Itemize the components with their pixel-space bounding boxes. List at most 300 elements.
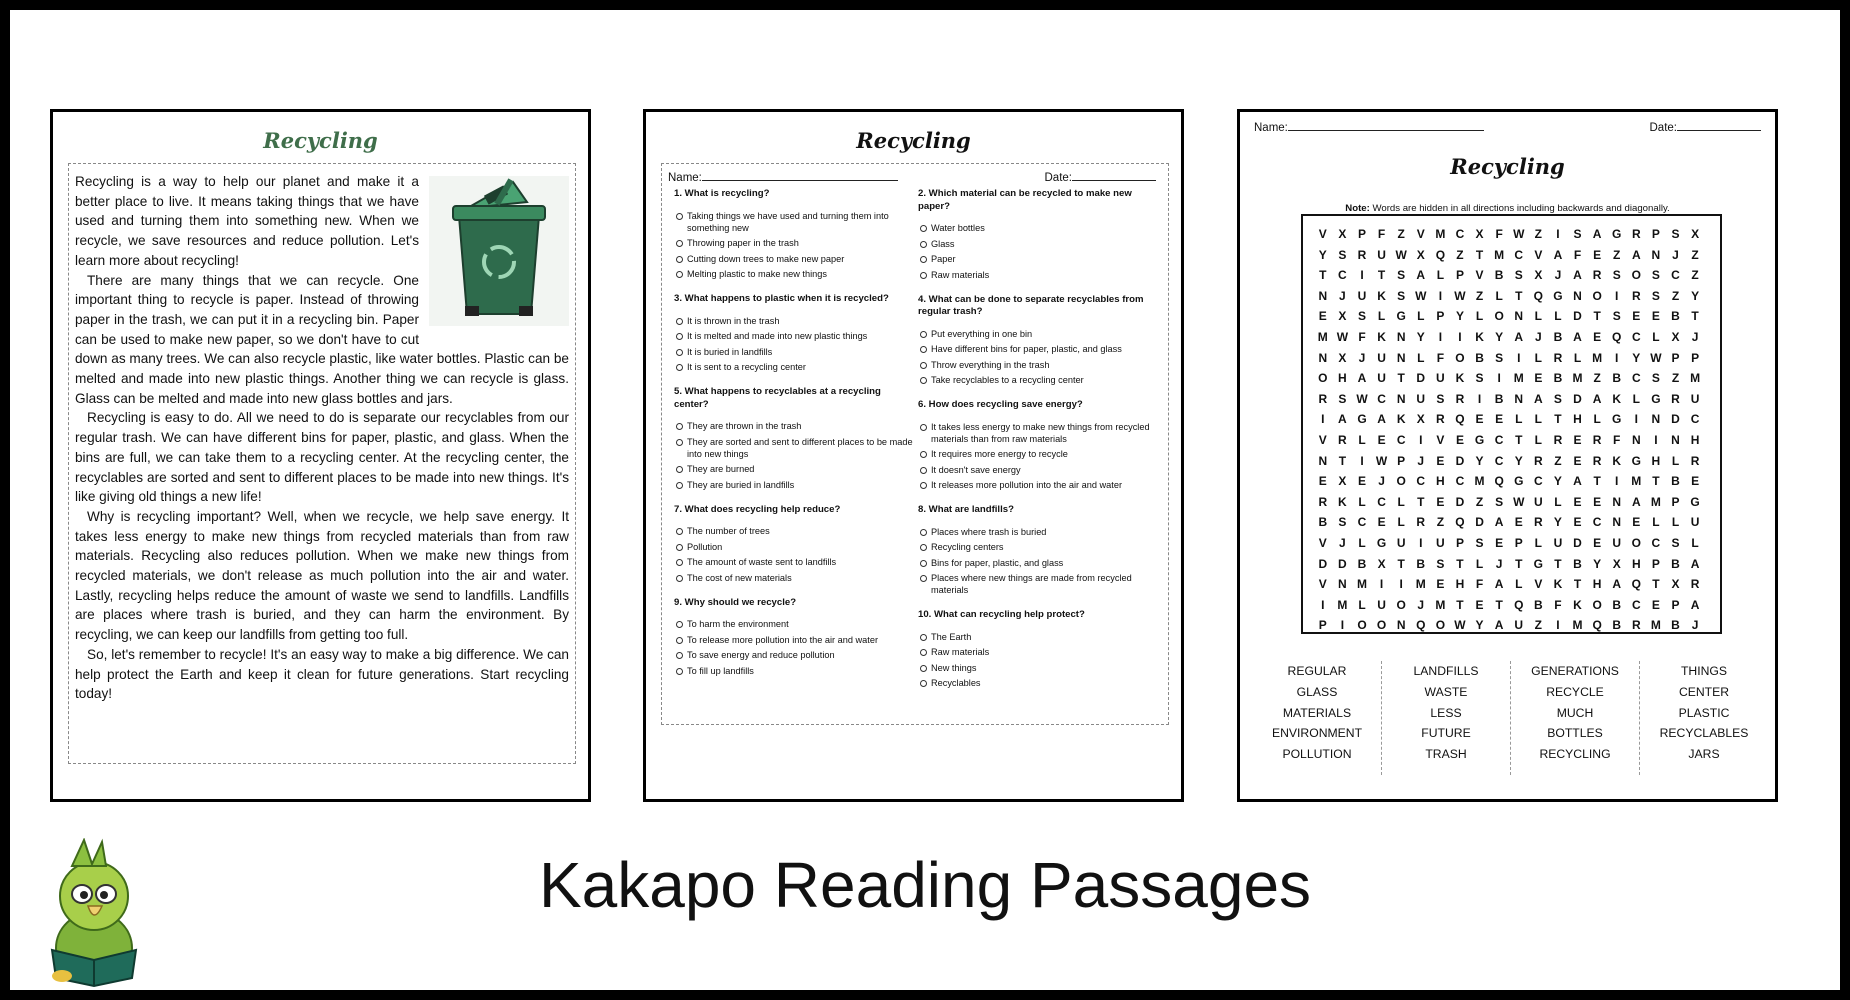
grid-letter: F — [1613, 432, 1621, 447]
answer-option[interactable]: Cutting down trees to make new paper — [674, 253, 914, 265]
grid-letter: L — [1691, 535, 1699, 550]
grid-letter: I — [1321, 412, 1325, 427]
grid-letter: D — [1573, 391, 1582, 406]
quiz-question — [918, 504, 1158, 596]
grid-letter: P — [1651, 556, 1660, 571]
grid-letter: U — [1533, 494, 1543, 509]
grid-letter: W — [1454, 288, 1466, 303]
grid-letter: L — [1397, 515, 1405, 530]
answer-option[interactable]: The Earth — [918, 631, 1158, 643]
quiz-question — [918, 294, 1158, 387]
answer-option[interactable]: Glass — [918, 238, 1158, 250]
grid-letter: C — [1514, 247, 1524, 262]
grid-letter: O — [1435, 618, 1446, 633]
grid-letter: D — [1338, 556, 1347, 571]
grid-letter: G — [1631, 453, 1641, 468]
grid-letter: C — [1631, 597, 1641, 612]
grid-letter: E — [1651, 597, 1660, 612]
answer-option[interactable]: It is buried in landfills — [674, 346, 914, 358]
grid-letter: O — [1396, 597, 1406, 612]
grid-letter: N — [1318, 453, 1328, 468]
grid-letter: F — [1358, 329, 1366, 344]
grid-letter: B — [1612, 618, 1622, 633]
grid-letter: C — [1377, 391, 1386, 406]
answer-option[interactable]: They are sorted and sent to different places to be made into new things — [674, 436, 914, 460]
grid-letter: N — [1612, 494, 1622, 509]
grid-letter: N — [1318, 288, 1328, 303]
grid-letter: O — [1631, 268, 1641, 283]
quiz-question — [674, 504, 914, 584]
grid-letter: Q — [1416, 618, 1426, 633]
grid-letter: C — [1631, 371, 1641, 386]
answer-option[interactable]: It is thrown in the trash — [674, 315, 914, 327]
grid-letter: F — [1554, 597, 1562, 612]
grid-letter: L — [1475, 556, 1484, 571]
grid-letter: F — [1377, 227, 1386, 241]
grid-letter: M — [1592, 350, 1603, 365]
question-text: 9. Why should we recycle? — [674, 596, 797, 608]
answer-option[interactable]: They are buried in landfills — [674, 479, 914, 491]
grid-letter: T — [1319, 268, 1327, 283]
grid-letter: L — [1632, 391, 1640, 406]
grid-letter: B — [1494, 391, 1504, 406]
answer-option[interactable]: Places where trash is buried — [918, 526, 1158, 538]
grid-letter: L — [1417, 350, 1425, 365]
grid-letter: W — [1356, 391, 1368, 406]
grid-letter: A — [1533, 391, 1543, 406]
grid-letter: L — [1515, 412, 1523, 427]
grid-letter: R — [1318, 494, 1328, 509]
grid-letter: W — [1513, 227, 1525, 241]
word-item: LANDFILLS — [1413, 664, 1479, 678]
answer-option[interactable]: Throwing paper in the trash — [674, 237, 914, 249]
ws-date-field — [1650, 120, 1762, 134]
grid-letter: I — [1379, 577, 1384, 592]
answer-option[interactable]: Raw materials — [918, 646, 1158, 658]
quiz-question — [674, 597, 914, 677]
grid-letter: I — [1615, 288, 1619, 303]
grid-letter: F — [1495, 227, 1503, 241]
passage-title: Recycling — [263, 128, 378, 153]
grid-letter: Z — [1456, 247, 1464, 262]
grid-letter: F — [1475, 577, 1484, 592]
grid-letter: L — [1515, 577, 1523, 592]
grid-letter: N — [1396, 329, 1406, 344]
grid-letter: T — [1377, 268, 1386, 283]
answer-option[interactable]: They are thrown in the trash — [674, 420, 914, 432]
grid-letter: O — [1494, 309, 1504, 324]
answer-option[interactable]: Water bottles — [918, 222, 1158, 234]
grid-letter: Z — [1475, 494, 1484, 509]
quiz-question — [918, 188, 1158, 281]
grid-letter: K — [1553, 577, 1563, 592]
grid-letter: C — [1592, 515, 1602, 530]
brand-title: Kakapo Reading Passages — [538, 849, 1312, 921]
grid-letter: S — [1651, 371, 1660, 386]
grid-letter: E — [1573, 432, 1582, 447]
grid-letter: O — [1631, 535, 1641, 550]
grid-letter: N — [1338, 577, 1347, 592]
grid-letter: I — [1615, 350, 1619, 365]
answer-option[interactable]: They are burned — [674, 463, 914, 475]
grid-letter: E — [1436, 453, 1445, 468]
grid-letter: X — [1338, 474, 1347, 489]
quiz-question — [918, 609, 1158, 689]
grid-letter: T — [1515, 556, 1523, 571]
grid-letter: S — [1338, 391, 1347, 406]
grid-letter: G — [1553, 288, 1563, 303]
grid-letter: K — [1612, 391, 1622, 406]
grid-letter: A — [1573, 329, 1582, 344]
grid-letter: A — [1690, 556, 1700, 571]
answer-option[interactable]: It doesn't save energy — [918, 464, 1158, 476]
grid-letter: Q — [1592, 618, 1602, 633]
grid-letter: U — [1553, 535, 1563, 550]
grid-letter: Q — [1494, 474, 1504, 489]
grid-letter: R — [1533, 515, 1543, 530]
question-text: 3. What happens to plastic when it is recycled? — [674, 293, 889, 304]
grid-letter: U — [1396, 535, 1406, 550]
grid-letter: T — [1495, 597, 1503, 612]
grid-letter: Z — [1397, 227, 1405, 241]
grid-letter: A — [1377, 412, 1386, 427]
grid-letter: G — [1396, 309, 1406, 324]
grid-letter: I — [1497, 371, 1501, 386]
grid-letter: M — [1513, 371, 1524, 386]
grid-letter: X — [1377, 556, 1386, 571]
grid-letter: Z — [1534, 618, 1542, 633]
grid-letter: Q — [1435, 247, 1446, 262]
grid-letter: T — [1554, 412, 1562, 427]
answer-option[interactable]: Melting plastic to make new things — [674, 268, 914, 280]
answer-option[interactable]: Recycling centers — [918, 541, 1158, 553]
quiz-title: Recycling — [856, 128, 971, 153]
grid-letter: I — [1419, 535, 1423, 550]
grid-letter: A — [1592, 391, 1602, 406]
word-item: FUTURE — [1421, 726, 1471, 741]
grid-letter: J — [1417, 453, 1425, 468]
grid-letter: G — [1376, 535, 1387, 550]
grid-letter: Z — [1613, 247, 1621, 262]
grid-letter: C — [1455, 474, 1465, 489]
answer-option[interactable]: Places where new things are made from recycled materials — [918, 572, 1158, 596]
grid-letter: P — [1436, 309, 1445, 324]
grid-letter: L — [1397, 494, 1405, 509]
grid-letter: X — [1691, 227, 1700, 241]
grid-letter: N — [1396, 391, 1406, 406]
grid-letter: B — [1671, 618, 1680, 633]
grid-letter: X — [1338, 350, 1347, 365]
grid-letter: T — [1691, 309, 1699, 324]
word-item: MATERIALS — [1282, 705, 1352, 720]
grid-letter: P — [1455, 268, 1464, 283]
grid-letter: M — [1337, 597, 1348, 612]
grid-letter: J — [1554, 268, 1562, 283]
grid-letter: V — [1436, 432, 1445, 447]
grid-letter: A — [1514, 329, 1524, 344]
grid-letter: B — [1475, 350, 1484, 365]
grid-letter: R — [1631, 618, 1641, 633]
grid-letter: H — [1573, 412, 1582, 427]
grid-letter: N — [1631, 432, 1641, 447]
grid-letter: E — [1436, 494, 1445, 509]
grid-letter: H — [1690, 432, 1700, 447]
grid-letter: C — [1455, 227, 1465, 241]
grid-letter: T — [1456, 597, 1464, 612]
answer-option[interactable]: Paper — [918, 253, 1158, 265]
answer-option[interactable]: Take recyclables to a recycling center — [918, 374, 1158, 386]
answer-option[interactable]: It is sent to a recycling center — [674, 361, 914, 373]
grid-letter: T — [1417, 494, 1425, 509]
grid-letter: C — [1651, 535, 1661, 550]
answer-option[interactable]: It releases more pollution into the air and water — [918, 479, 1158, 491]
grid-letter: I — [1340, 618, 1345, 633]
grid-letter: S — [1495, 350, 1504, 365]
word-column — [1640, 661, 1768, 775]
answer-option[interactable]: To release more pollution into the air and water — [674, 634, 914, 646]
answer-option[interactable]: Taking things we have used and turning them into something new — [674, 210, 914, 234]
answer-option[interactable]: To fill up landfills — [674, 665, 914, 677]
grid-letter: L — [1358, 597, 1366, 612]
answer-option[interactable]: The number of trees — [674, 525, 914, 537]
grid-letter: H — [1436, 474, 1445, 489]
grid-letter: S — [1475, 535, 1484, 550]
grid-letter: X — [1671, 329, 1680, 344]
grid-letter: R — [1357, 247, 1367, 262]
grid-letter: R — [1533, 453, 1543, 468]
grid-letter: S — [1573, 227, 1582, 241]
passage-paragraph-3: Recycling is easy to do. All we need to do is separate our recyclables from our regular trash. We can have different bins for paper, plastic, and glass. When the bins are full, we can take them to a recycling center. At the recycling center, the recyclables are sorted and sent to different places to be made into new things. It's like giving old things a new life! — [75, 410, 569, 505]
quiz-column-left — [674, 188, 914, 690]
grid-letter: M — [1435, 597, 1446, 612]
grid-letter: L — [1554, 494, 1562, 509]
grid-letter: T — [1554, 556, 1562, 571]
grid-letter: U — [1612, 535, 1622, 550]
grid-letter: W — [1395, 247, 1407, 262]
grid-letter: U — [1436, 371, 1445, 386]
grid-letter: I — [1321, 597, 1325, 612]
grid-letter: E — [1573, 453, 1582, 468]
grid-letter: E — [1495, 535, 1504, 550]
grid-letter: I — [1517, 350, 1521, 365]
answer-option[interactable]: It is melted and made into new plastic things — [674, 330, 914, 342]
quiz-box — [661, 163, 1169, 725]
grid-letter: A — [1494, 577, 1504, 592]
grid-letter: L — [1436, 268, 1445, 283]
grid-letter: G — [1690, 494, 1700, 509]
grid-letter: T — [1397, 556, 1405, 571]
grid-letter: S — [1397, 288, 1406, 303]
grid-letter: V — [1318, 577, 1327, 592]
quiz-column-right — [918, 188, 1158, 702]
grid-letter: C — [1357, 515, 1367, 530]
grid-letter: G — [1514, 474, 1524, 489]
grid-letter: C — [1631, 329, 1641, 344]
quiz-question — [674, 293, 914, 373]
grid-letter: H — [1631, 556, 1641, 571]
grid-letter: Y — [1318, 247, 1327, 262]
answer-option[interactable]: The cost of new materials — [674, 572, 914, 584]
grid-letter: U — [1377, 350, 1386, 365]
grid-letter: G — [1651, 391, 1661, 406]
passage-box — [68, 163, 576, 764]
grid-letter: L — [1554, 309, 1562, 324]
grid-letter: N — [1651, 247, 1661, 262]
note-text: Words are hidden in all directions including backwards and diagonally. — [1369, 203, 1670, 214]
grid-letter: M — [1494, 247, 1505, 262]
grid-letter: Y — [1416, 329, 1425, 344]
grid-letter: O — [1357, 618, 1367, 633]
grid-letter: T — [1515, 288, 1523, 303]
grid-letter: N — [1396, 350, 1406, 365]
grid-letter: L — [1593, 412, 1601, 427]
grid-letter: Z — [1436, 515, 1445, 530]
question-text: 7. What does recycling help reduce? — [674, 503, 841, 515]
grid-letter: K — [1455, 371, 1465, 386]
grid-letter: Z — [1534, 227, 1542, 241]
grid-letter: S — [1436, 391, 1445, 406]
grid-letter: E — [1377, 432, 1386, 447]
grid-letter: V — [1416, 227, 1425, 241]
grid-letter: Z — [1475, 288, 1484, 303]
word-item: WASTE — [1424, 684, 1468, 699]
grid-letter: O — [1396, 474, 1406, 489]
grid-letter: X — [1416, 412, 1425, 427]
grid-letter: E — [1593, 535, 1602, 550]
passage-paragraph-2: There are many things that we can recycle. One important thing to recycle is paper. Instead of throwing paper in the trash, we can put it in a recycling bin. Paper can be used to make new paper, so we don't have to cut down as many trees. We can also recycle plastic, like water bottles. Plastic can be melted and made into new plastic things. Another thing we can recycle is glass. Glass can be melted and made into new glass bottles and jars. — [75, 272, 569, 406]
grid-letter: W — [1513, 494, 1525, 509]
ws-name-field — [1254, 120, 1484, 134]
grid-letter: R — [1436, 412, 1445, 427]
grid-letter: M — [1650, 618, 1661, 633]
grid-letter: B — [1612, 597, 1622, 612]
grid-letter: U — [1377, 597, 1386, 612]
grid-letter: I — [1419, 432, 1423, 447]
grid-letter: B — [1612, 371, 1622, 386]
grid-letter: A — [1573, 474, 1582, 489]
grid-letter: I — [1360, 453, 1364, 468]
grid-letter: P — [1671, 350, 1680, 365]
grid-letter: E — [1573, 515, 1582, 530]
grid-letter: X — [1612, 556, 1621, 571]
grid-letter: A — [1690, 597, 1700, 612]
grid-letter: Y — [1475, 618, 1484, 633]
grid-letter: C — [1494, 432, 1504, 447]
grid-letter: U — [1690, 391, 1700, 406]
answer-option[interactable]: Put everything in one bin — [918, 328, 1158, 340]
answer-option[interactable]: The amount of waste sent to landfills — [674, 556, 914, 568]
grid-letter: K — [1475, 329, 1484, 344]
grid-letter: D — [1573, 309, 1582, 324]
grid-letter: J — [1691, 329, 1699, 344]
grid-letter: R — [1553, 432, 1563, 447]
answer-option[interactable]: Have different bins for paper, plastic, and glass — [918, 343, 1158, 355]
grid-letter: O — [1318, 371, 1328, 386]
grid-letter: S — [1357, 309, 1366, 324]
question-text: 6. How does recycling save energy? — [918, 399, 1083, 410]
grid-letter: S — [1514, 268, 1523, 283]
grid-letter: R — [1553, 350, 1563, 365]
grid-letter: R — [1592, 453, 1602, 468]
wordsearch-page — [1237, 109, 1778, 802]
grid-letter: K — [1338, 494, 1347, 509]
answer-option[interactable]: It requires more energy to recycle — [918, 448, 1158, 460]
grid-letter: E — [1632, 515, 1641, 530]
grid-letter: B — [1533, 597, 1543, 612]
grid-letter: P — [1318, 618, 1327, 633]
wordsearch-title: Recycling — [1450, 154, 1565, 179]
answer-option[interactable]: Bins for paper, plastic, and glass — [918, 557, 1158, 569]
grid-letter: I — [1615, 474, 1619, 489]
grid-letter: D — [1475, 515, 1484, 530]
grid-letter: U — [1514, 618, 1524, 633]
grid-letter: V — [1475, 268, 1484, 283]
answer-option[interactable]: To save energy and reduce pollution — [674, 649, 914, 661]
answer-option[interactable]: Pollution — [674, 541, 914, 553]
grid-letter: Z — [1691, 268, 1699, 283]
grid-letter: N — [1671, 432, 1680, 447]
grid-letter: D — [1671, 412, 1680, 427]
grid-letter: R — [1592, 268, 1602, 283]
grid-letter: C — [1377, 494, 1386, 509]
passage-page — [50, 109, 591, 802]
grid-letter: K — [1377, 288, 1386, 303]
grid-letter: P — [1691, 350, 1700, 365]
answer-option[interactable]: Raw materials — [918, 269, 1158, 281]
grid-letter: C — [1416, 474, 1426, 489]
grid-letter: Q — [1514, 597, 1524, 612]
grid-letter: Y — [1553, 474, 1562, 489]
answer-option[interactable]: Throw everything in the trash — [918, 359, 1158, 371]
grid-letter: L — [1358, 432, 1366, 447]
quiz-question — [674, 386, 914, 491]
answer-option[interactable]: To harm the environment — [674, 618, 914, 630]
grid-letter: E — [1436, 577, 1445, 592]
grid-letter: T — [1593, 309, 1601, 324]
answer-option[interactable]: New things — [918, 662, 1158, 674]
kakapo-mascot-icon — [32, 838, 162, 988]
word-item: GLASS — [1296, 684, 1338, 699]
grid-letter: T — [1593, 474, 1601, 489]
note-label: Note: — [1345, 203, 1370, 214]
grid-letter: M — [1572, 618, 1583, 633]
grid-letter: S — [1436, 556, 1445, 571]
grid-letter: R — [1631, 227, 1641, 241]
grid-letter: J — [1358, 350, 1366, 365]
grid-letter: B — [1671, 556, 1680, 571]
grid-letter: S — [1338, 515, 1347, 530]
grid-letter: L — [1377, 309, 1386, 324]
grid-letter: E — [1534, 371, 1543, 386]
grid-letter: K — [1396, 412, 1406, 427]
grid-letter: T — [1515, 432, 1523, 447]
grid-letter: J — [1378, 474, 1385, 489]
grid-letter: I — [1399, 577, 1403, 592]
grid-letter: D — [1573, 535, 1582, 550]
grid-letter: S — [1612, 309, 1621, 324]
grid-letter: I — [1438, 329, 1443, 344]
answer-option[interactable]: Recyclables — [918, 677, 1158, 689]
grid-letter: P — [1671, 494, 1680, 509]
answer-option[interactable]: It takes less energy to make new things from recycled materials than from raw materials — [918, 421, 1158, 445]
grid-letter: B — [1494, 268, 1504, 283]
grid-letter: S — [1397, 268, 1406, 283]
grid-letter: L — [1534, 350, 1542, 365]
question-text: 1. What is recycling? — [674, 188, 770, 199]
grid-letter: E — [1455, 432, 1464, 447]
grid-letter: P — [1397, 453, 1406, 468]
grid-letter: E — [1357, 474, 1366, 489]
